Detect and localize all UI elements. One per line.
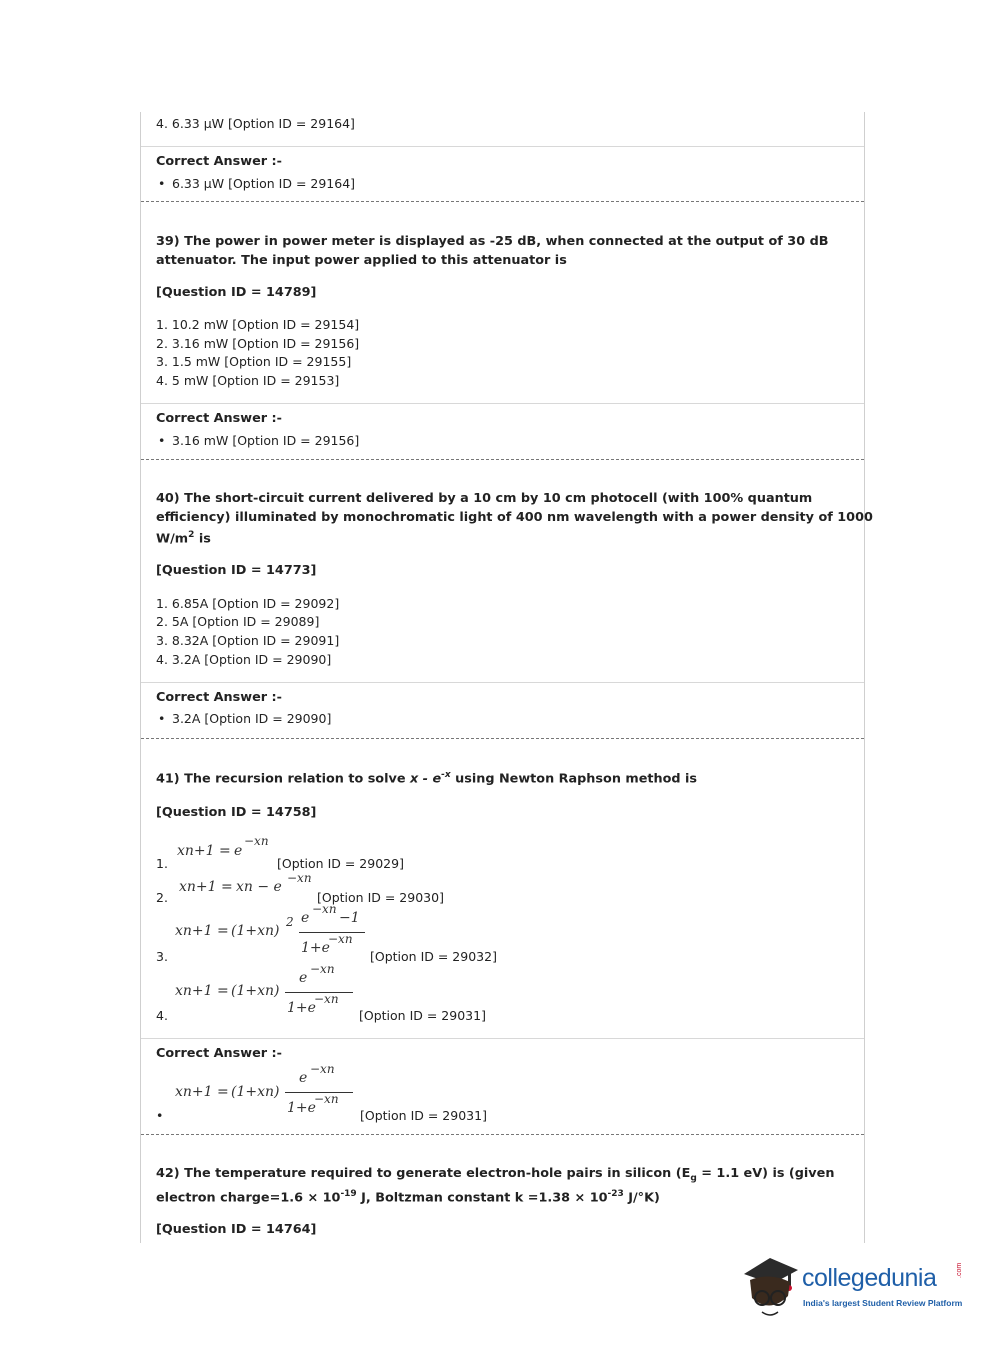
q40-correct-answer: • 3.2A [Option ID = 29090] bbox=[172, 711, 331, 726]
logo-tagline: India's largest Student Review Platform bbox=[803, 1298, 963, 1308]
q40-option-2: 2. 5A [Option ID = 29089] bbox=[156, 614, 320, 629]
q41-opt4-num: 4. bbox=[156, 1008, 168, 1023]
q41-correct-num-exp: −xn bbox=[310, 1062, 335, 1076]
q39-option-3: 3. 1.5 mW [Option ID = 29155] bbox=[156, 354, 352, 369]
divider bbox=[141, 403, 864, 404]
q41-opt3-num: 3. bbox=[156, 949, 168, 964]
q39-option-1: 1. 10.2 mW [Option ID = 29154] bbox=[156, 317, 360, 332]
q40-text-line2: efficiency) illuminated by monochromatic light of 400 nm wavelength with a power density of 1000 bbox=[156, 510, 873, 525]
q41-opt2-rhs: xn − e bbox=[236, 879, 282, 895]
q41-opt1-num: 1. bbox=[156, 856, 168, 871]
q38-option-4: 4. 6.33 μW [Option ID = 29164] bbox=[156, 116, 355, 131]
divider bbox=[141, 682, 864, 683]
question-separator bbox=[141, 201, 864, 202]
question-separator bbox=[141, 459, 864, 460]
q41-opt4-denominator: 1+e bbox=[287, 1000, 316, 1016]
q39-correct-answer: • 3.16 mW [Option ID = 29156] bbox=[172, 433, 359, 448]
q41-opt3-num-tail: −1 bbox=[339, 910, 360, 926]
q42-text-line2: electron charge=1.6 × $10^{-19}$ J, Boltzman constant $k =1.38 \times 10^{-23}$ J/°K) bbox=[156, 1189, 660, 1206]
q42-question-id: [Question ID = 14764] bbox=[156, 1222, 317, 1237]
q41-opt4-numerator: e bbox=[299, 970, 308, 986]
q39-option-4: 4. 5 mW [Option ID = 29153] bbox=[156, 373, 340, 388]
q41-opt4-den-exp: −xn bbox=[314, 992, 339, 1006]
question-separator bbox=[141, 1134, 864, 1135]
q40-text-line3: $W/m^2$ is bbox=[156, 530, 211, 547]
q41-correct-numerator: e bbox=[299, 1070, 308, 1086]
q39-option-2: 2. 3.16 mW [Option ID = 29156] bbox=[156, 336, 360, 351]
q41-opt3-mid: (1+xn) bbox=[231, 923, 280, 939]
q40-option-3: 3. 8.32A [Option ID = 29091] bbox=[156, 633, 340, 648]
q41-opt2-exp: −xn bbox=[287, 871, 312, 885]
logo-dotcom: .com bbox=[956, 1262, 963, 1278]
q40-option-1: 1. 6.85A [Option ID = 29092] bbox=[156, 596, 340, 611]
q41-opt2-id: [Option ID = 29030] bbox=[317, 890, 444, 905]
q40-option-4: 4. 3.2A [Option ID = 29090] bbox=[156, 652, 332, 667]
q41-opt1-exp: −xn bbox=[244, 834, 269, 848]
q40-text-line1: 40) The short-circuit current delivered by a 10 cm by 10 cm photocell (with 100% quantum bbox=[156, 491, 813, 506]
q41-question-id: [Question ID = 14758] bbox=[156, 805, 317, 820]
q39-question-id: [Question ID = 14789] bbox=[156, 285, 317, 300]
q41-opt3-numerator: e bbox=[301, 910, 310, 926]
mascot-icon bbox=[740, 1252, 802, 1322]
q40-correct-label: Correct Answer :- bbox=[156, 690, 282, 705]
q41-opt4-id: [Option ID = 29031] bbox=[359, 1008, 486, 1023]
q41-text: 41) The recursion relation to solve x - $e^{-x}$ using Newton Raphson method is bbox=[156, 770, 698, 787]
q41-correct-lhs: xn+1 = bbox=[175, 1084, 229, 1100]
q41-opt3-num-exp: −xn bbox=[312, 902, 337, 916]
collegedunia-logo bbox=[740, 1252, 970, 1322]
q42-text-line1: 42) The temperature required to generate electron-hole pairs in silicon ($E_g = 1.1$ eV) is (given bbox=[156, 1166, 835, 1184]
q40-question-id: [Question ID = 14773] bbox=[156, 563, 317, 578]
q39-correct-label: Correct Answer :- bbox=[156, 411, 282, 426]
q41-opt3-square: 2 bbox=[286, 915, 294, 929]
divider bbox=[141, 146, 864, 147]
q41-correct-denominator: 1+e bbox=[287, 1100, 316, 1116]
q38-correct-answer: • 6.33 μW [Option ID = 29164] bbox=[172, 176, 355, 191]
q41-opt2-num: 2. bbox=[156, 890, 168, 905]
q38-correct-label: Correct Answer :- bbox=[156, 154, 282, 169]
q41-opt1-rhs: e bbox=[234, 843, 243, 859]
q39-text-line2: attenuator. The input power applied to this attenuator is bbox=[156, 253, 567, 268]
q41-opt3-lhs: xn+1 = bbox=[175, 923, 229, 939]
q41-correct-mid: (1+xn) bbox=[231, 1084, 280, 1100]
q41-opt2-lhs: xn+1 = bbox=[179, 879, 233, 895]
q41-opt3-denominator: 1+e bbox=[301, 940, 330, 956]
question-separator bbox=[141, 738, 864, 739]
q39-text-line1: 39) The power in power meter is displayed as -25 dB, when connected at the output of 30 dB bbox=[156, 234, 829, 249]
q41-correct-den-exp: −xn bbox=[314, 1092, 339, 1106]
q41-correct-bullet: • bbox=[156, 1108, 164, 1123]
q41-opt3-den-exp: −xn bbox=[328, 932, 353, 946]
q41-opt4-mid: (1+xn) bbox=[231, 983, 280, 999]
document-page bbox=[140, 112, 873, 1243]
divider bbox=[141, 1038, 864, 1039]
q41-correct-label: Correct Answer :- bbox=[156, 1046, 282, 1061]
q41-opt4-lhs: xn+1 = bbox=[175, 983, 229, 999]
q41-opt3-id: [Option ID = 29032] bbox=[370, 949, 497, 964]
q41-correct-id: [Option ID = 29031] bbox=[360, 1108, 487, 1123]
q41-opt1-id: [Option ID = 29029] bbox=[277, 856, 404, 871]
q41-opt1-lhs: xn+1 = bbox=[177, 843, 231, 859]
logo-wordmark: collegedunia bbox=[802, 1264, 937, 1292]
q41-opt4-num-exp: −xn bbox=[310, 962, 335, 976]
